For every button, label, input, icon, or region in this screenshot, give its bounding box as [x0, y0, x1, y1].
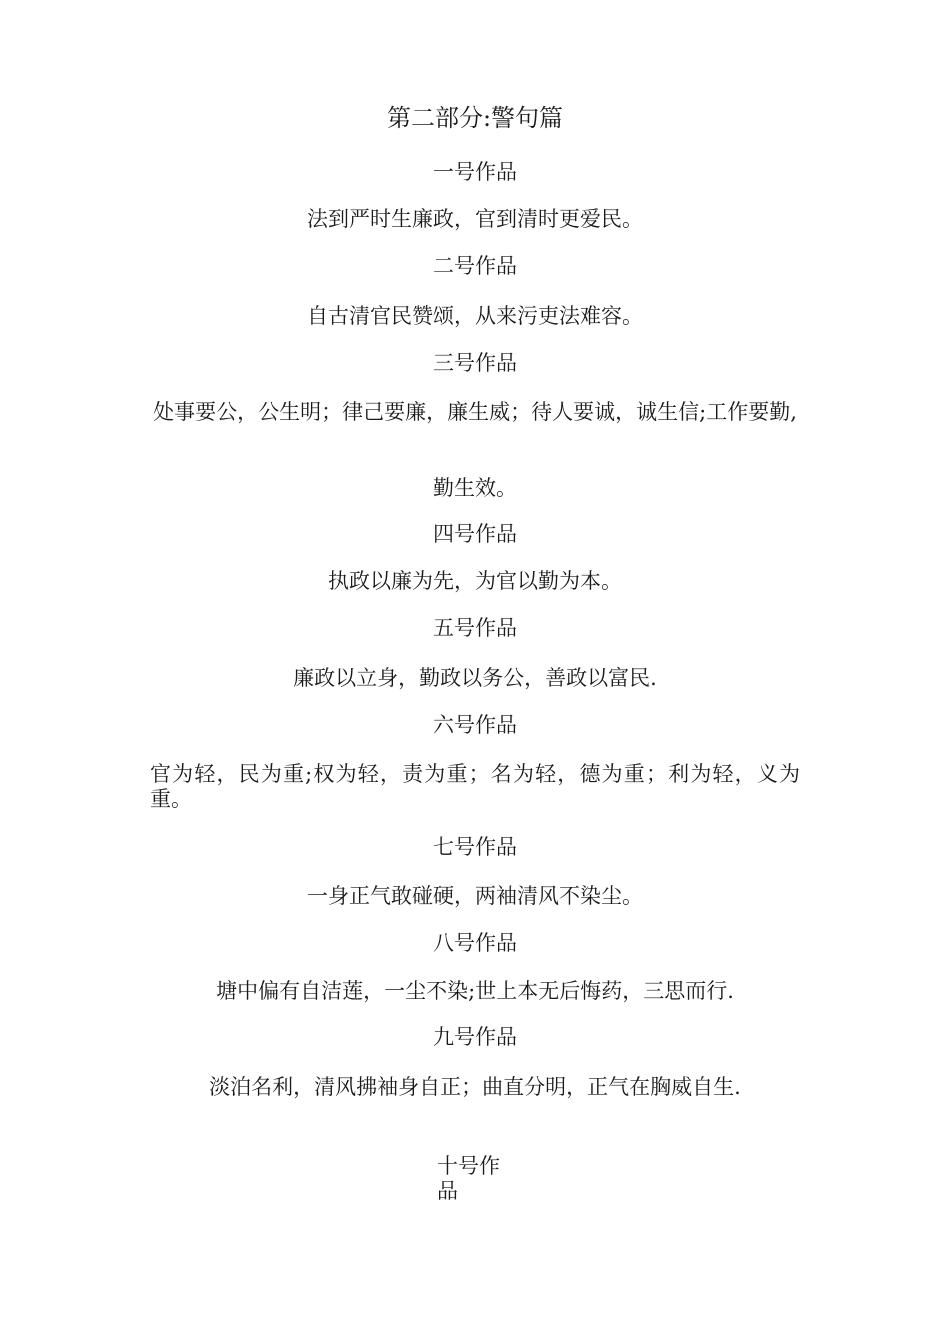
entry-6-label: 六号作品 — [433, 713, 517, 737]
entry-9-label: 九号作品 — [433, 1025, 517, 1049]
entry-2-text: 自古清官民赞颂，从来污吏法难容。 — [307, 304, 643, 328]
entry-8-text: 塘中偏有自洁莲，一尘不染;世上本无后悔药，三思而行. — [216, 979, 734, 1003]
section-title: 第二部分:警句篇 — [386, 104, 564, 132]
entry-1-text: 法到严时生廉政，官到清时更爱民。 — [307, 207, 643, 231]
entry-7-text: 一身正气敢碰硬，两袖清风不染尘。 — [307, 884, 643, 908]
entry-8-label: 八号作品 — [433, 931, 517, 955]
entry-7-label: 七号作品 — [433, 835, 517, 859]
entry-10-label: 十号作品 — [437, 1154, 500, 1203]
entry-5-label: 五号作品 — [433, 616, 517, 640]
entry-5-text: 廉政以立身，勤政以务公，善政以富民. — [293, 666, 657, 690]
entry-2-label: 二号作品 — [433, 254, 517, 278]
entry-3-text-continued: 勤生效。 — [433, 476, 517, 500]
entry-4-label: 四号作品 — [433, 522, 517, 546]
entry-9-text: 淡泊名利，清风拂袖身自正；曲直分明，正气在胸威自生. — [209, 1075, 741, 1099]
entry-6-text: 官为轻，民为重;权为轻，责为重；名为轻，德为重；利为轻，义为重。 — [150, 762, 800, 811]
entry-4-text: 执政以廉为先，为官以勤为本。 — [328, 569, 622, 593]
entry-1-label: 一号作品 — [433, 160, 517, 184]
entry-3-text: 处事要公，公生明；律己要廉，廉生威；待人要诚，诚生信;工作要勤, — [153, 400, 797, 424]
entry-3-label: 三号作品 — [433, 351, 517, 375]
